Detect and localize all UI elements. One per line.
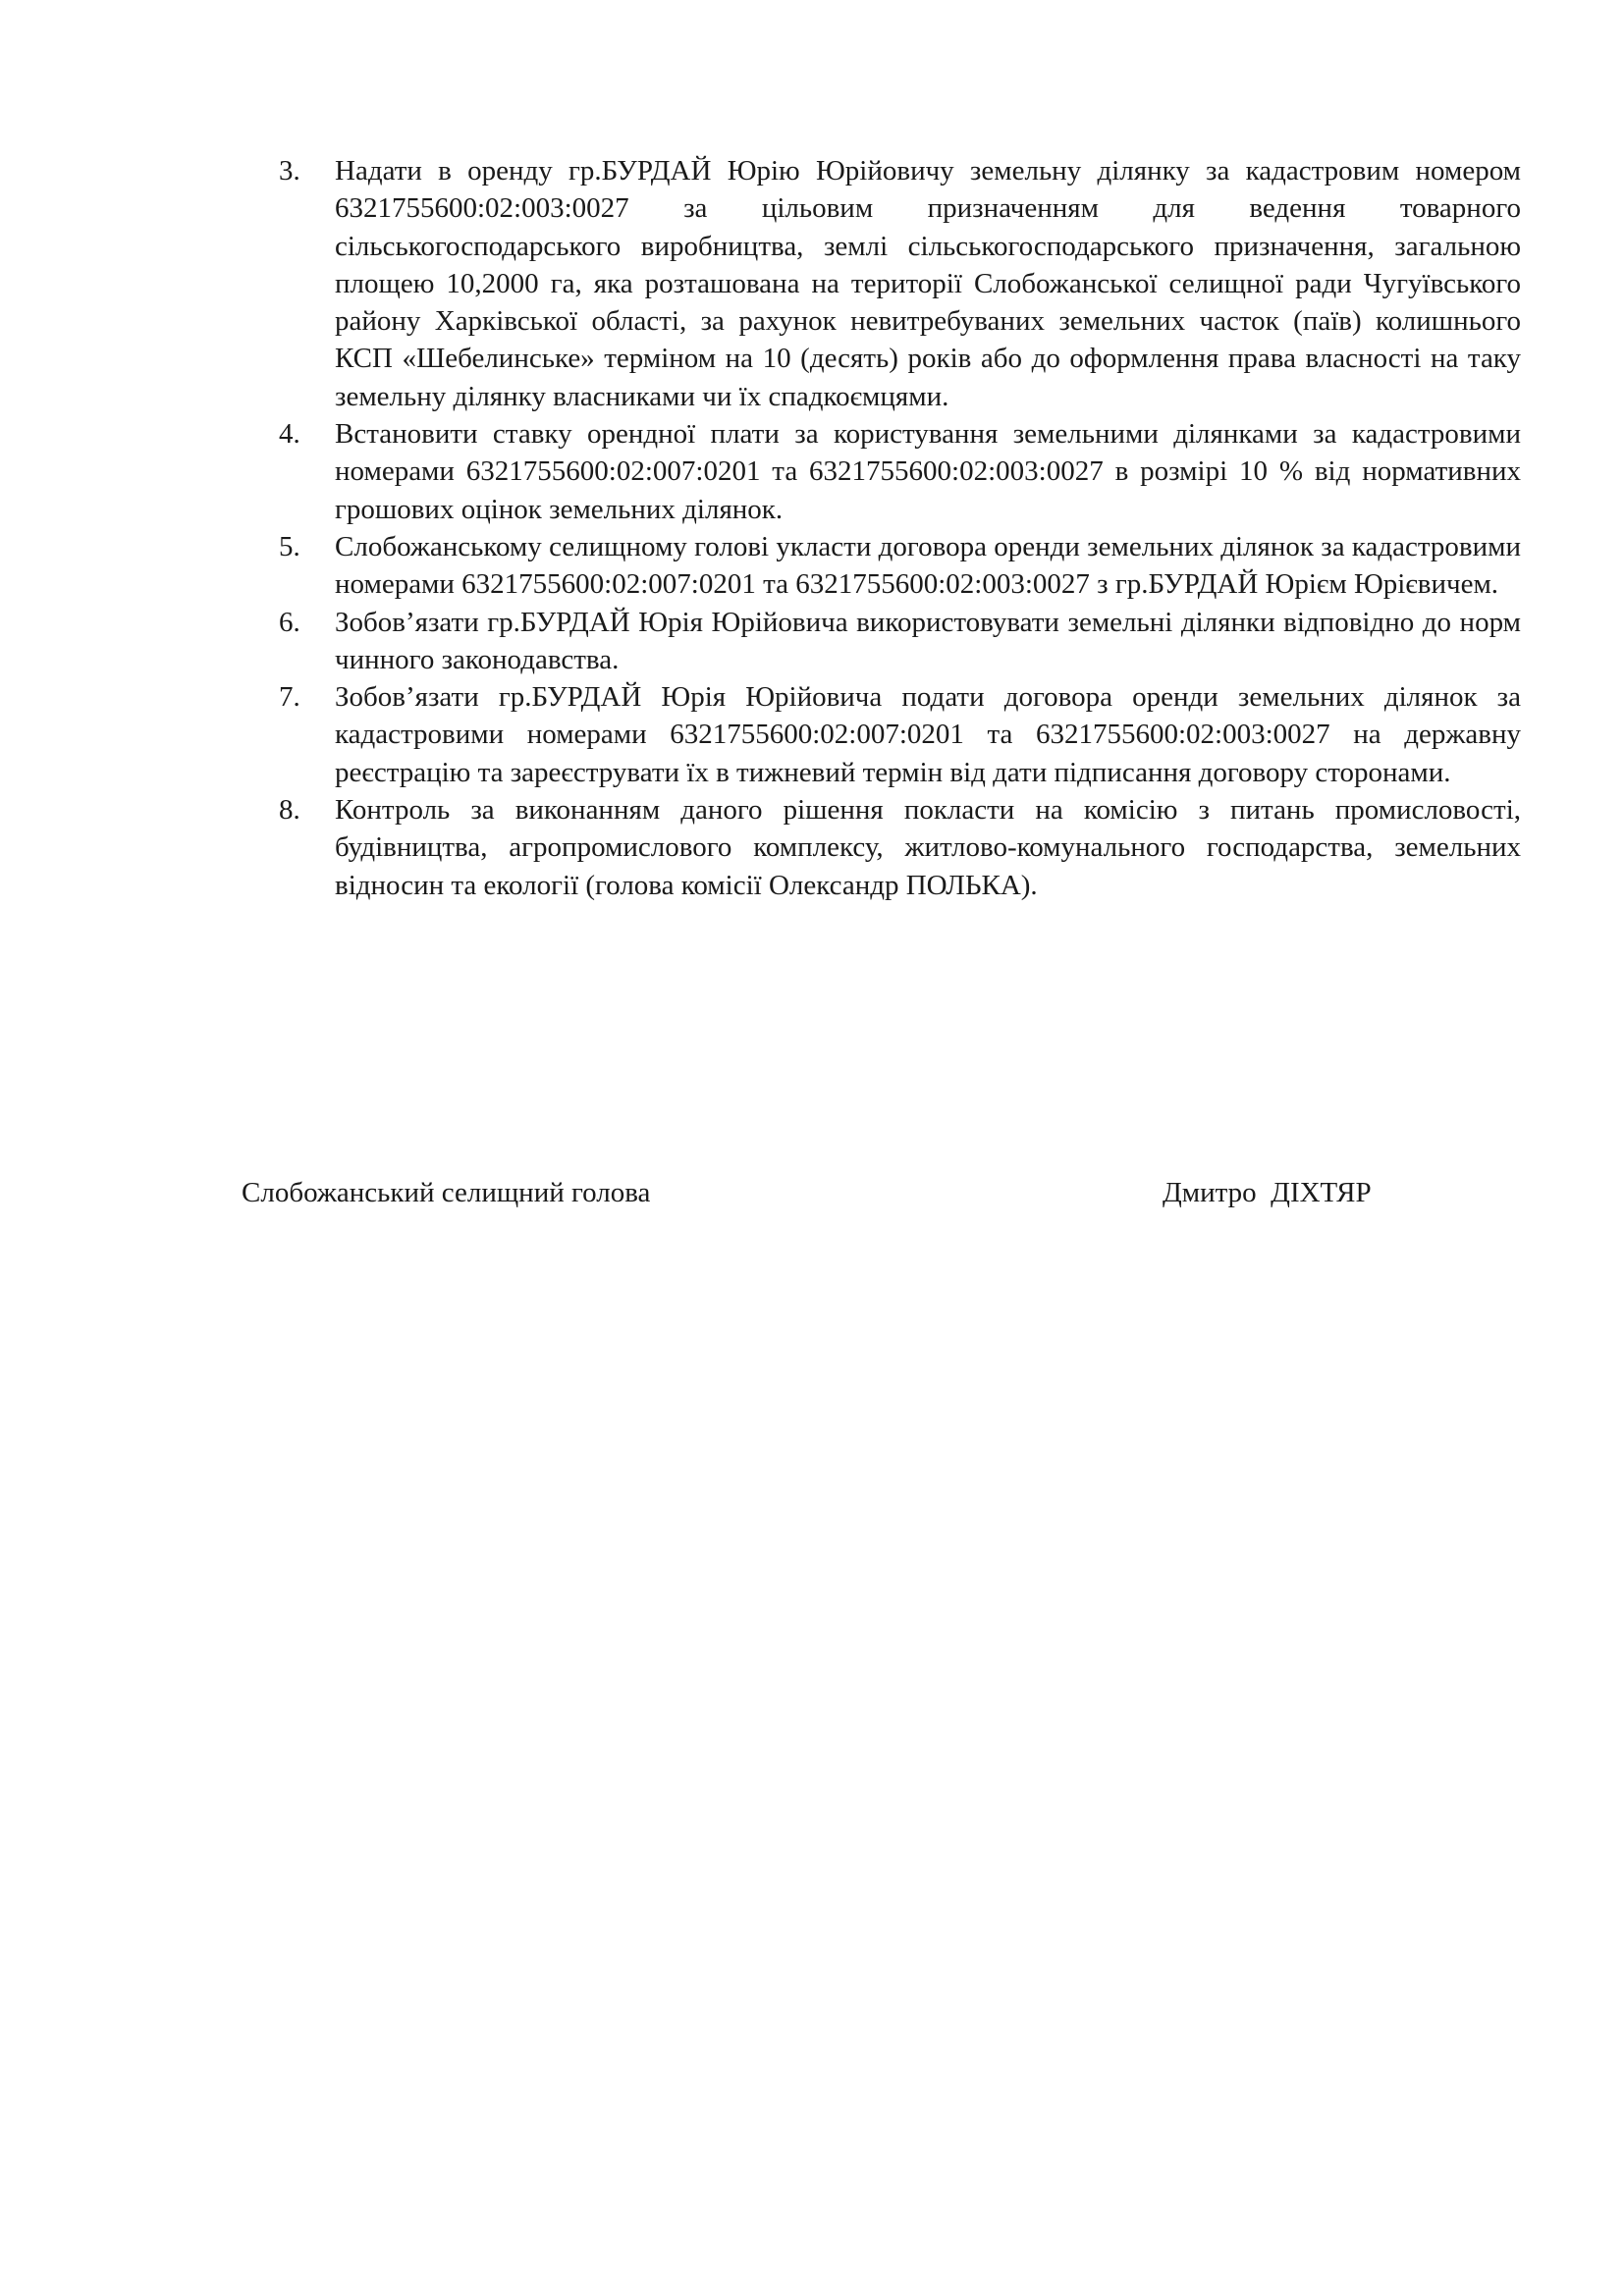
list-item xyxy=(279,604,1529,679)
decision-items-list xyxy=(279,152,1529,904)
list-item xyxy=(279,528,1529,604)
item-text: Зобов’язати гр.БУРДАЙ Юрія Юрійовича подати договора оренди земельних ділянок за кадастровими номерами 6321755600:02:007:0201 та 6321755600:02:003:0027 на державну реєстрацію та зареєструвати їх в тижневий термін від дати підписання договору сторонами. xyxy=(335,681,1529,788)
item-text: Контроль за виконанням даного рішення покласти на комісію з питань промисловості, будівництва, агропромислового комплексу, житлово-комунального господарства, земельних відносин та екології (голова комісії Олександр ПОЛЬКА). xyxy=(335,794,1529,901)
item-text: Зобов’язати гр.БУРДАЙ Юрія Юрійовича використовувати земельні ділянки відповідно до норм чинного законодавства. xyxy=(335,606,1529,675)
list-item xyxy=(279,791,1529,904)
item-number: 3. xyxy=(279,155,300,187)
list-item xyxy=(279,415,1529,528)
list-item xyxy=(279,152,1529,415)
item-text: Слобожанському селищному голові укласти договора оренди земельних ділянок за кадастровими номерами 6321755600:02:007:0201 та 6321755600:02:003:0027 з гр.БУРДАЙ Юрієм Юрієвичем. xyxy=(335,530,1529,601)
item-number: 4. xyxy=(279,418,300,451)
item-number: 5. xyxy=(279,530,300,562)
item-number: 7. xyxy=(279,681,300,714)
item-number: 6. xyxy=(279,606,300,638)
item-text: Надати в оренду гр.БУРДАЙ Юрію Юрійовичу земельну ділянку за кадастровим номером 6321755600:02:003:0027 за цільовим призначенням для ведення товарного сільськогосподарського виробництва, землі сільськогосподарського призначення, загальною площею 10,2000 га, яка розташована на території Слобожанської селищної ради Чугуївського району Харківської області, за рахунок невитребуваних земельних часток (паїв) колишнього КСП «Шебелинське» терміном на 10 (десять) років або до оформлення права власності на таку земельну ділянку власниками чи їх спадкоємцями. xyxy=(335,155,1529,412)
signatory-title: Слобожанський селищний голова xyxy=(242,1177,651,1208)
signatory-name: Дмитро ДІХТЯР xyxy=(1163,1177,1372,1208)
item-text: Встановити ставку орендної плати за користування земельними ділянками за кадастровими номерами 6321755600:02:007:0201 та 6321755600:02:003:0027 в розмірі 10 % від нормативних грошових оцінок земельних ділянок. xyxy=(335,418,1529,525)
list-item xyxy=(279,678,1529,791)
item-number: 8. xyxy=(279,794,300,827)
